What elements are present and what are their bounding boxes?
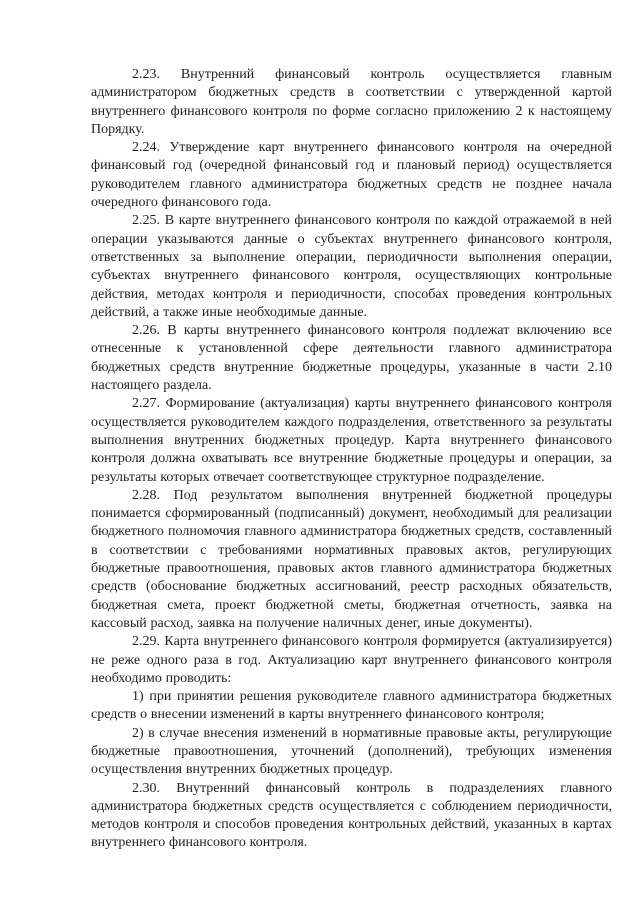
paragraph-2-29: 2.29. Карта внутреннего финансового контроля формируется (актуализируется) не реже одного раза в год. Актуализацию карт внутреннего финансового контроля необходимо проводить: — [91, 634, 612, 686]
document-body — [91, 66, 612, 853]
paragraph-2-26: 2.26. В карты внутреннего финансового контроля подлежат включению все отнесенные к установленной сфере деятельности главного администратора бюджетных средств внутренние бюджетные процедуры, указанные в части 2.10 настоящего раздела. — [91, 323, 612, 394]
paragraph-2-27: 2.27. Формирование (актуализация) карты внутреннего финансового контроля осуществляется руководителем каждого подразделения, ответственного за результаты выполнения внутренних бюджетных процедур. Карта внутреннего финансового контроля должна охватывать все внутренние бюджетные процедуры и операции, за результаты которых отвечает соответствующее структурное подразделение. — [91, 396, 612, 485]
paragraph-2-23: 2.23. Внутренний финансовый контроль осуществляется главным администратором бюджетных средств в соответствии с утвержденной картой внутреннего финансового контроля по форме согласно приложению 2 к настоящему Порядку. — [91, 67, 612, 137]
paragraph-2-30: 2.30. Внутренний финансовый контроль в подразделениях главного администратора бюджетных средств осуществляется с соблюдением периодичности, методов контроля и способов проведения контрольных действий, указанных в картах внутреннего финансового контроля. — [91, 780, 612, 851]
paragraph-2-29-item-1: 1) при принятии решения руководителе главного администратора бюджетных средств о внесении изменений в карты внутреннего финансового контроля; — [91, 689, 612, 723]
paragraph-2-29-item-2: 2) в случае внесения изменений в нормативные правовые акты, регулирующие бюджетные правоотношения, уточнений (дополнений), требующих изменения осуществления внутренних бюджетных процедур. — [91, 725, 612, 778]
paragraph-2-25: 2.25. В карте внутреннего финансового контроля по каждой отражаемой в ней операции указываются данные о субъектах внутреннего финансового контроля, ответственных за выполнение операции, периодичности выполнения операции, субъектах внутреннего финансового контроля, осуществляющих контрольные действия, методах контроля и периодичности, способах проведения контрольных действий, а также иные необходимые данные. — [91, 213, 612, 320]
paragraph-2-28: 2.28. Под результатом выполнения внутренней бюджетной процедуры понимается сформированный (подписанный) документ, необходимый для реализации бюджетного полномочия главного администратора бюджетных средств, составленный в соответствии с требованиями нормативных правовых актов, регулирующих бюджетные правоотношения, правовых актов главного администратора бюджетных средств (обоснование бюджетных ассигнований, реестр расходных обязательств, бюджетная смета, проект бюджетной сметы, бюджетная отчетность, заявка на кассовый расход, заявка на получение наличных денег, иные документы). — [91, 487, 612, 631]
paragraph-2-24: 2.24. Утверждение карт внутреннего финансового контроля на очередной финансовый год (очередной финансовый год и плановый период) осуществляется руководителем главного администратора бюджетных средств не позднее начала очередного финансового года. — [91, 140, 612, 211]
